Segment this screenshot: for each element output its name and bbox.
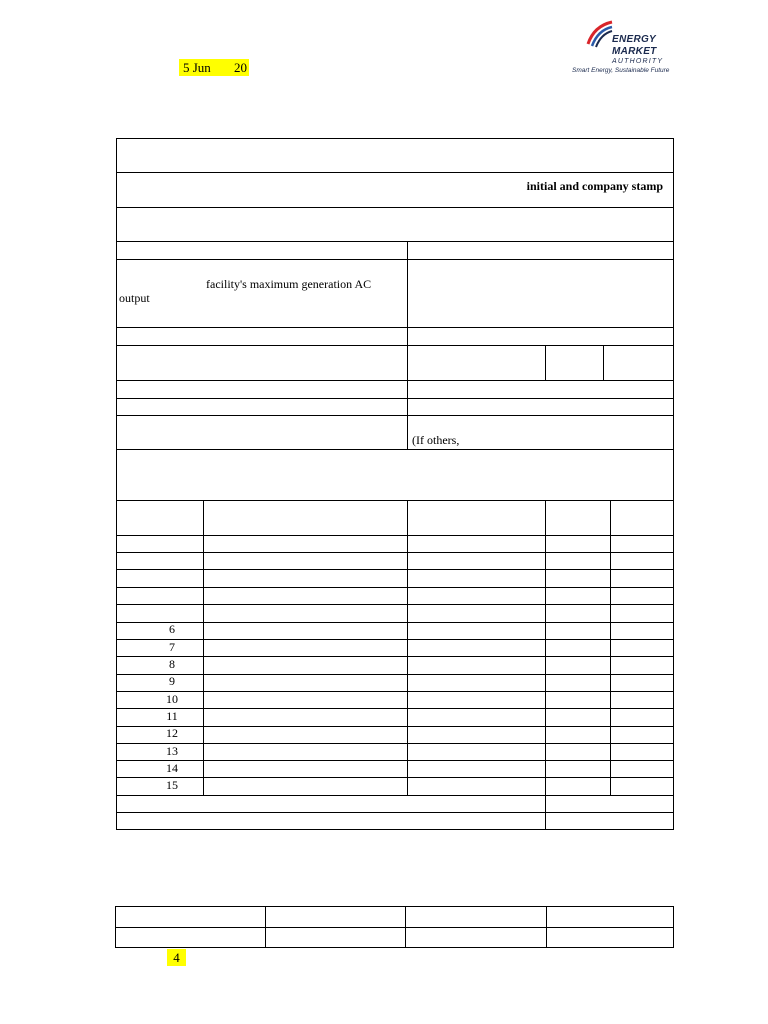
row-line [116,535,674,536]
ema-swoosh-icon [584,20,614,50]
grid-column-line [407,500,408,795]
row-line [116,812,674,813]
row-line [116,241,674,242]
row-number: 12 [166,726,178,740]
row-line [116,604,674,605]
row-line [116,708,674,709]
form-border-bottom [116,829,674,830]
row-line [116,622,674,623]
column-line [603,345,604,380]
row-number: 13 [166,744,178,758]
logo-tagline: Smart Energy, Sustainable Future [572,67,670,74]
sig-column-line [405,906,406,948]
column-line [407,415,408,450]
date-year: 20 [234,60,247,75]
row-line [116,691,674,692]
logo-line-energy: ENERGY [612,34,657,45]
row-line [116,172,674,173]
max-generation-label-cont: output [119,291,150,305]
date-day-month: 5 Jun [183,60,211,75]
sig-column-line [265,906,266,948]
sig-row-line [115,927,674,928]
row-number: 7 [169,640,175,654]
row-number: 10 [166,692,178,706]
row-number: 14 [166,761,178,775]
others-label: (If others, [412,433,460,447]
row-number: 9 [169,674,175,688]
application-form-table [116,138,674,830]
sig-border-bottom [115,947,674,948]
page-number: 4 [167,949,186,966]
row-line [116,743,674,744]
row-line [116,760,674,761]
row-line [116,345,674,346]
row-line [116,207,674,208]
column-line [407,241,408,415]
grid-column-line [610,500,611,795]
row-line [116,552,674,553]
row-line [116,777,674,778]
row-number: 15 [166,778,178,792]
row-line [116,726,674,727]
sig-border-top [115,906,674,907]
sig-border-left [115,906,116,948]
row-line [116,674,674,675]
sig-border-right [673,906,674,948]
row-number: 6 [169,622,175,636]
initial-stamp-label: initial and company stamp [526,179,663,193]
column-line [545,345,546,380]
signature-table [115,906,674,948]
row-line [116,656,674,657]
row-line [116,259,674,260]
logo-line-authority: AUTHORITY [612,58,664,65]
row-line [116,327,674,328]
row-number: 8 [169,657,175,671]
form-border-top [116,138,674,139]
logo-line-market: MARKET [612,46,657,57]
row-line [116,398,674,399]
row-number: 11 [166,709,178,723]
grid-column-line [203,500,204,795]
row-line [116,380,674,381]
grid-column-line [545,500,546,829]
row-line [116,569,674,570]
row-line [116,500,674,501]
row-line [116,587,674,588]
row-line [116,415,674,416]
date-highlight [179,59,249,76]
ema-logo [572,20,682,80]
row-line [116,449,674,450]
sig-column-line [546,906,547,948]
max-generation-label: facility's maximum generation AC [206,277,372,291]
row-line [116,639,674,640]
row-line [116,795,674,796]
